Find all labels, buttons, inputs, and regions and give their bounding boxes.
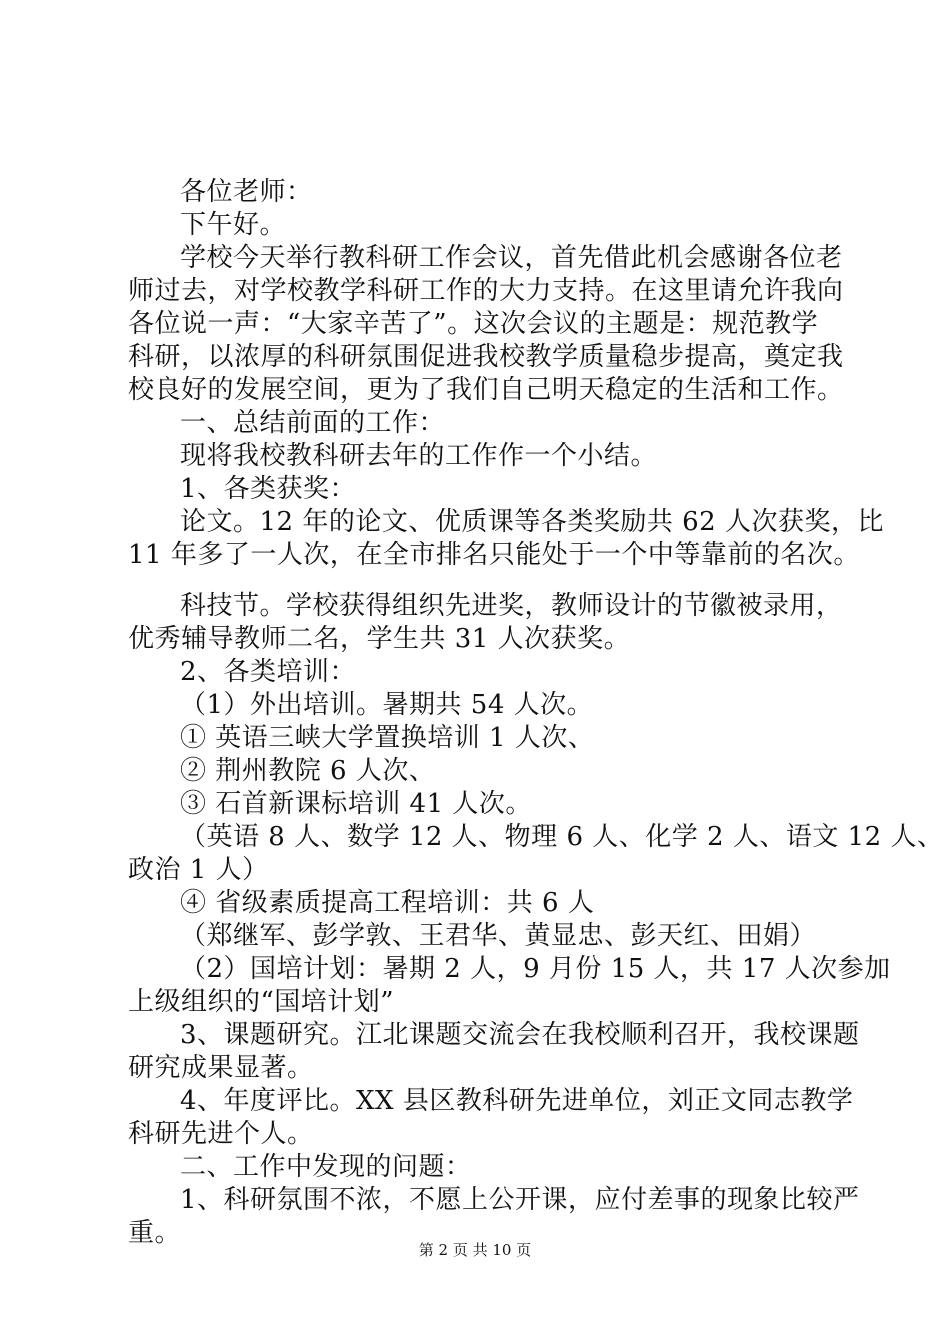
list-item: ④ 省级素质提高工程培训：共 6 人 bbox=[180, 888, 595, 918]
text-line: （英语 8 人、数学 12 人、物理 6 人、化学 2 人、语文 12 人、 bbox=[180, 822, 944, 852]
subsection-heading: 4、年度评比。XX 县区教科研先进单位，刘正文同志教学 bbox=[180, 1086, 854, 1116]
text-line: 下午好。 bbox=[180, 210, 287, 240]
text-line: 研究成果显著。 bbox=[128, 1053, 314, 1083]
section-heading: 一、总结前面的工作： bbox=[180, 408, 446, 438]
text-line: 上级组织的“国培计划” bbox=[128, 987, 395, 1017]
subsection-heading: 2、各类培训： bbox=[180, 657, 357, 687]
text-line: 论文。12 年的论文、优质课等各类奖励共 62 人次获奖，比 bbox=[180, 507, 884, 537]
text-line: 学校今天举行教科研工作会议，首先借此机会感谢各位老 bbox=[180, 243, 843, 273]
text-line: 校良好的发展空间，更为了我们自己明天稳定的生活和工作。 bbox=[128, 375, 844, 405]
list-item: ③ 石首新课标培训 41 人次。 bbox=[180, 789, 532, 819]
text-line: 现将我校教科研去年的工作作一个小结。 bbox=[180, 441, 658, 471]
subsection-heading: 1、各类获奖： bbox=[180, 474, 357, 504]
section-heading: 二、工作中发现的问题： bbox=[180, 1152, 472, 1182]
text-line: 1、科研氛围不浓，不愿上公开课，应付差事的现象比较严 bbox=[180, 1185, 860, 1215]
text-line: 科技节。学校获得组织先进奖，教师设计的节徽被录用， bbox=[180, 591, 843, 621]
text-line: （郑继军、彭学敦、王君华、黄显忠、彭天红、田娟） bbox=[180, 921, 817, 951]
text-line: 各位说一声：“大家辛苦了”。这次会议的主题是：规范教学 bbox=[128, 309, 819, 339]
list-item: ① 英语三峡大学置换培训 1 人次、 bbox=[180, 723, 595, 753]
text-line: 11 年多了一人次，在全市排名只能处于一个中等靠前的名次。 bbox=[128, 540, 860, 570]
subsection-heading: 3、课题研究。江北课题交流会在我校顺利召开，我校课题 bbox=[180, 1020, 860, 1050]
list-item: ② 荆州教院 6 人次、 bbox=[180, 756, 436, 786]
page-footer: 第 2 页 共 10 页 bbox=[418, 1241, 532, 1259]
text-line: 各位老师： bbox=[180, 177, 313, 207]
text-line: （2）国培计划：暑期 2 人，9 月份 15 人，共 17 人次参加 bbox=[180, 954, 891, 984]
text-line: 政治 1 人） bbox=[128, 855, 269, 885]
text-line: （1）外出培训。暑期共 54 人次。 bbox=[180, 690, 594, 720]
text-line: 师过去，对学校教学科研工作的大力支持。在这里请允许我向 bbox=[128, 276, 844, 306]
text-line: 优秀辅导教师二名，学生共 31 人次获奖。 bbox=[128, 624, 631, 654]
text-line: 科研先进个人。 bbox=[128, 1119, 314, 1149]
text-line: 科研，以浓厚的科研氛围促进我校教学质量稳步提高，奠定我 bbox=[128, 342, 844, 372]
text-line: 重。 bbox=[128, 1218, 182, 1248]
